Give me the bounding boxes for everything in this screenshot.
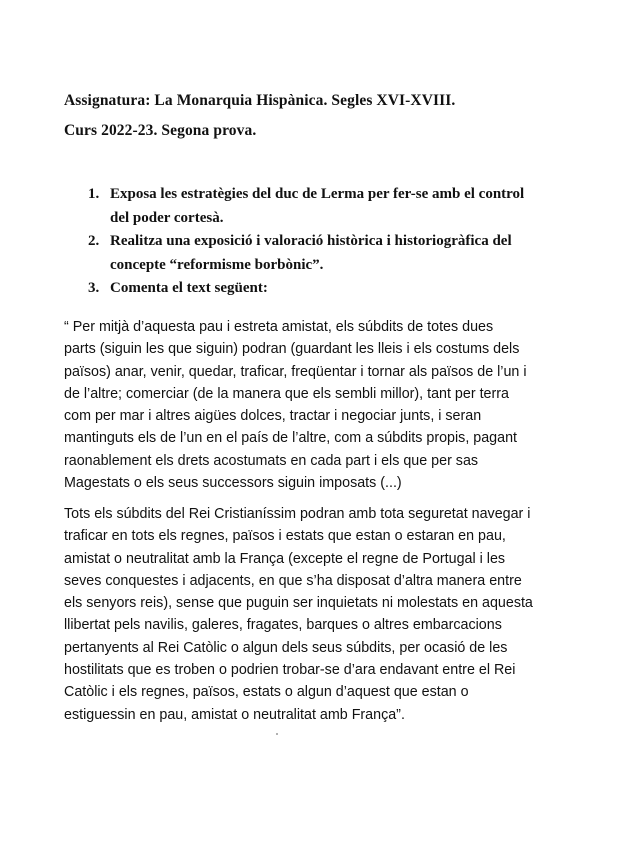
subject-heading: Assignatura: La Monarquia Hispànica. Segles XVI-XVIII. <box>64 92 456 109</box>
text-line: hostilitats que es troben o podrien trobar-se d’ara endavant entre el Rei <box>64 662 516 679</box>
text-paragraph-2 <box>64 503 594 726</box>
text-line: mantinguts els de l’un en el país de l’altre, com a súbdits propis, pagant <box>64 430 517 447</box>
text-line: traficar en tots els regnes, països i estats que estan o estaran en pau, <box>64 528 506 545</box>
question-line: concepte “reformisme borbònic”. <box>110 256 324 273</box>
text-line: pertanyents al Rei Catòlic o algun dels seus súbdits, per ocasió de les <box>64 639 508 656</box>
text-line: parts (siguin les que siguin) podran (guardant les lleis i els costums dels <box>64 341 520 358</box>
text-line: com per mar i altres aigües dolces, tractar i negociar junts, i seran <box>64 408 482 425</box>
text-line: “ Per mitjà d’aquesta pau i estreta amistat, els súbdits de totes dues <box>64 319 494 335</box>
question-item <box>88 277 588 301</box>
text-line: seves conquestes i adjacents, en que s’ha disposat d’altra manera entre <box>64 572 522 589</box>
question-line: Exposa les estratègies del duc de Lerma per fer-se amb el control <box>110 186 525 202</box>
question-line: Realitza una exposició i valoració històrica i historiogràfica del <box>110 233 512 249</box>
course-heading: Curs 2022-23. Segona prova. <box>64 122 257 139</box>
question-line: Comenta el text següent: <box>110 280 268 296</box>
text-line: de l’altre; comerciar (de la manera que els sembli millor), tant per terra <box>64 385 509 402</box>
question-item <box>88 183 588 230</box>
text-line: raonablement els drets acostumats en cada part i els que per sas <box>64 452 479 469</box>
text-line: Catòlic i els regnes, països, estats o algun d’aquest que estan o <box>64 684 469 701</box>
text-line: llibertat pels navilis, galeres, fragates, barques o altres embarcacions <box>64 617 502 634</box>
text-paragraph-1 <box>64 316 594 494</box>
scan-speck <box>276 733 278 735</box>
question-number: 1. <box>88 186 100 202</box>
text-line: Tots els súbdits del Rei Cristianíssim podran amb tota seguretat navegar i <box>64 506 531 522</box>
text-line: els senyors reis), sense que puguin ser inquietats ni molestats en aquesta <box>64 595 533 612</box>
question-item <box>88 230 588 277</box>
text-line: amistat o neutralitat amb la França (excepte el regne de Portugal i les <box>64 550 506 567</box>
question-line: del poder cortesà. <box>110 209 224 226</box>
text-line: països) anar, venir, quedar, traficar, freqüentar i tornar als països de l’un i <box>64 363 527 380</box>
text-line: estiguessin en pau, amistat o neutralitat amb França”. <box>64 706 405 723</box>
question-number: 3. <box>88 280 100 296</box>
text-line: Magestats o els seus successors siguin imposats (...) <box>64 475 402 492</box>
questions-list <box>88 183 588 301</box>
question-number: 2. <box>88 233 100 249</box>
